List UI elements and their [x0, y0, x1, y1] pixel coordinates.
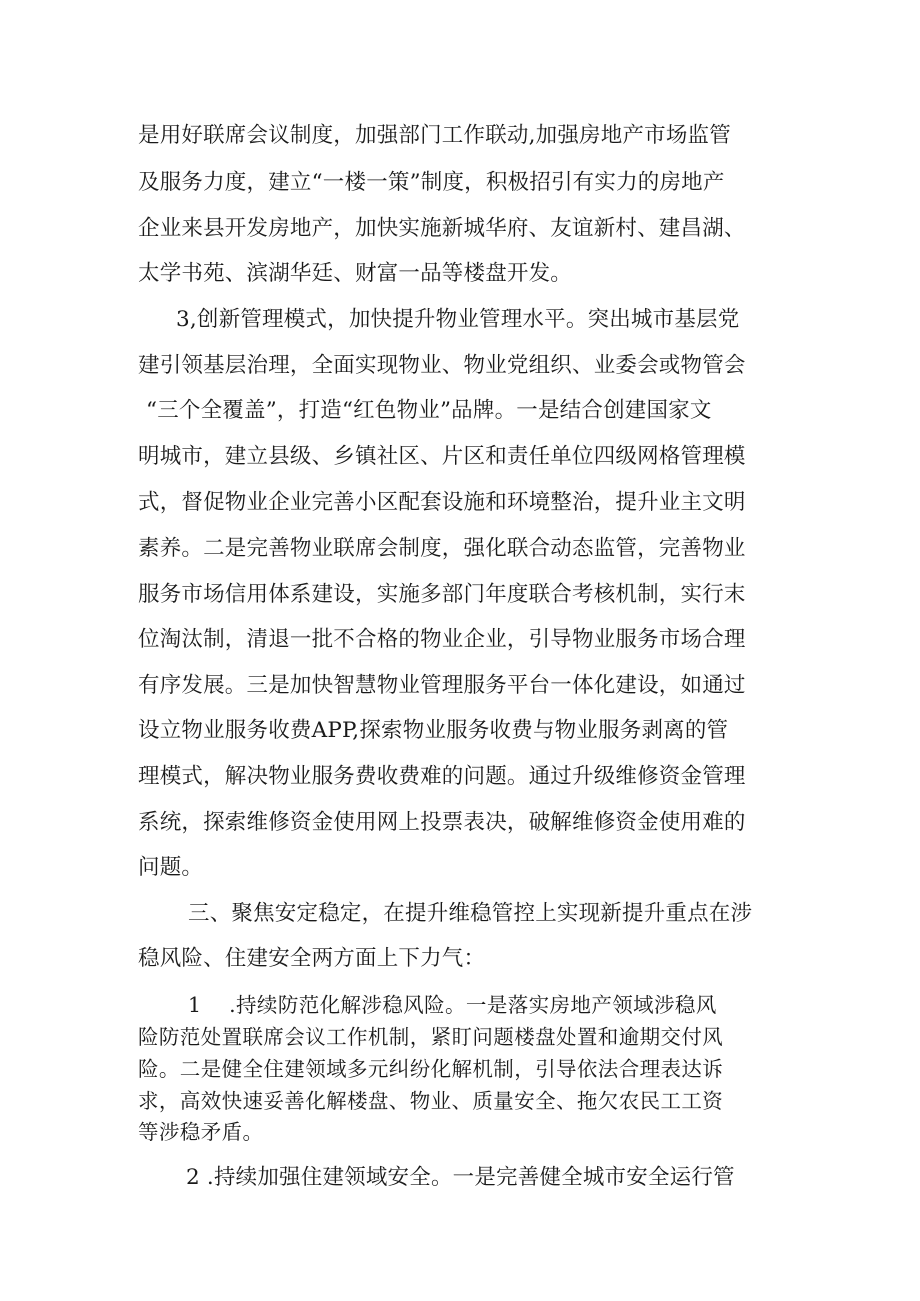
text-line: 求，高效快速妥善化解楼盘、物业、质量安全、拖欠农民工工资: [138, 1089, 724, 1113]
text-line: 建引领基层治理，全面实现物业、物业党组织、业委会或物管会: [138, 353, 746, 378]
text-line: 太学书苑、滨湖华廷、财富一品等楼盘开发。: [138, 261, 573, 286]
text-line: 险防范处置联席会议工作机制，紧盯问题楼盘处置和逾期交付风: [138, 1025, 724, 1049]
text-line: 问题。: [138, 855, 204, 880]
text-line: 式，督促物业企业完善小区配套设施和环境整治，提升业主文明: [138, 490, 746, 515]
text-line: 明城市，建立县级、乡镇社区、片区和责任单位四级网格管理模: [138, 444, 746, 469]
text-line: 稳风险、住建安全两方面上下力气：: [138, 946, 486, 971]
text-line: 等涉稳矛盾。: [138, 1120, 264, 1144]
text-line: 设立物业服务收费APP,探索物业服务收费与物业服务剥离的管: [138, 718, 729, 743]
text-line: 2 .持续加强住建领域安全。一是完善健全城市安全运行管: [186, 1165, 735, 1190]
text-line: 系统，探索维修资金使用网上投票表决，破解维修资金使用难的: [138, 810, 746, 835]
text-line: 位淘汰制，清退一批不合格的物业企业，引导物业服务市场合理: [138, 627, 746, 652]
text-line: 险。二是健全住建领域多元纠纷化解机制，引导依法合理表达诉: [138, 1057, 724, 1081]
text-line: 及服务力度，建立“一楼一策”制度，积极招引有实力的房地产: [138, 170, 725, 195]
text-line: 服务市场信用体系建设，实施多部门年度联合考核机制，实行末: [138, 582, 746, 607]
text-line: 理模式，解决物业服务费收费难的问题。通过升级维修资金管理: [138, 764, 746, 789]
text-line: 是用好联席会议制度，加强部门工作联动,加强房地产市场监管: [138, 123, 731, 148]
text-line: 1 .持续防范化解涉稳风险。一是落实房地产领域涉稳风: [188, 993, 717, 1017]
text-line: “三个全覆盖”，打造“红色物业”品牌。一是结合创建国家文: [146, 398, 712, 423]
text-line: 三、聚焦安定稳定，在提升维稳管控上实现新提升重点在涉: [188, 901, 753, 926]
text-line: 素养。二是完善物业联席会制度，强化联合动态监管，完善物业: [138, 536, 746, 561]
text-line: 有序发展。三是加快智慧物业管理服务平台一体化建设，如通过: [138, 673, 746, 698]
text-line: 企业来县开发房地产，加快实施新城华府、友谊新村、建昌湖、: [138, 216, 746, 241]
text-line: 3,创新管理模式，加快提升物业管理水平。突出城市基层党: [176, 307, 740, 332]
